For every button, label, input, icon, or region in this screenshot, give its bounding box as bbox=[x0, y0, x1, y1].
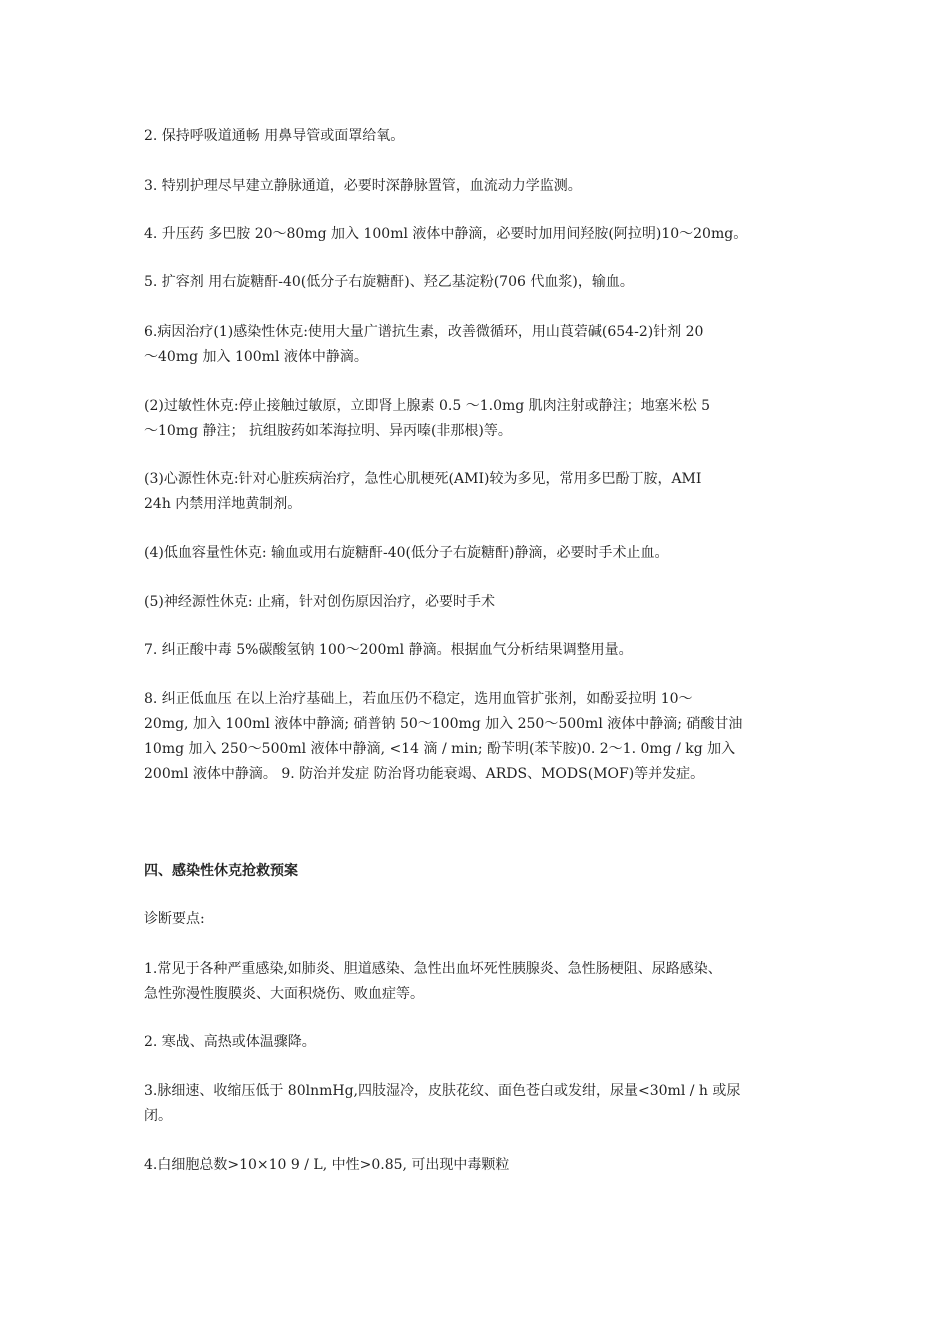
diagnosis-item-3 bbox=[144, 1079, 812, 1129]
item-4-vasopressor bbox=[144, 222, 812, 247]
text-line: 3.脉细速、收缩压低于 80lnmHg,四肢湿冷，皮肤花纹、面色苍白或发绀，尿量<30ml / h 或尿 bbox=[144, 1083, 741, 1099]
text-line: (3)心源性休克:针对心脏疾病治疗，急性心肌梗死(AMI)较为多见，常用多巴酚丁胺，AMI bbox=[144, 471, 702, 487]
text-line: 24h 内禁用洋地黄制剂。 bbox=[144, 496, 302, 512]
text-line: ～40mg 加入 100ml 液体中静滴。 bbox=[144, 349, 368, 365]
text-line: 200ml 液体中静滴。 9. 防治并发症 防治肾功能衰竭、ARDS、MODS(MOF)等并发症。 bbox=[144, 766, 705, 782]
text-line: (5)神经源性休克: 止痛，针对创伤原因治疗，必要时手术 bbox=[144, 594, 495, 610]
text-line: 闭。 bbox=[144, 1108, 172, 1124]
diagnosis-item-2 bbox=[144, 1030, 812, 1055]
text-line: 2. 寒战、高热或体温骤降。 bbox=[144, 1034, 316, 1050]
text-line: 4. 升压药 多巴胺 20～80mg 加入 100ml 液体中静滴，必要时加用间羟胺(阿拉明)10～20mg。 bbox=[144, 226, 748, 242]
item-8-hypotension bbox=[144, 687, 812, 787]
item-6-4-hypovolemic bbox=[144, 541, 812, 566]
item-6-3-cardiogenic bbox=[144, 467, 812, 517]
text-line: (4)低血容量性休克: 输血或用右旋糖酐-40(低分子右旋糖酐)静滴，必要时手术止血。 bbox=[144, 545, 669, 561]
item-7-acidosis bbox=[144, 638, 812, 663]
item-2-airway bbox=[144, 124, 812, 149]
text-line: 2. 保持呼吸道通畅 用鼻导管或面罩给氧。 bbox=[144, 128, 405, 144]
text-line: 7. 纠正酸中毒 5%碳酸氢钠 100～200ml 静滴。根据血气分析结果调整用量。 bbox=[144, 642, 633, 658]
text-line: 8. 纠正低血压 在以上治疗基础上，若血压仍不稳定，选用血管扩张剂，如酚妥拉明 10～ bbox=[144, 691, 693, 707]
diagnosis-item-1 bbox=[144, 957, 812, 1007]
text-line: 4.白细胞总数>10×10 9 / L, 中性>0.85, 可出现中毒颗粒 bbox=[144, 1157, 510, 1173]
text-line: 10mg 加入 250～500ml 液体中静滴, <14 滴 / min; 酚苄明(苯苄胺)0. 2～1. 0mg / kg 加入 bbox=[144, 741, 736, 757]
text-line: 20mg, 加入 100ml 液体中静滴; 硝普钠 50～100mg 加入 250～500ml 液体中静滴; 硝酸甘油 bbox=[144, 716, 743, 732]
text-line: 3. 特别护理尽早建立静脉通道，必要时深静脉置管，血流动力学监测。 bbox=[144, 178, 582, 194]
diagnosis-subheading bbox=[144, 907, 812, 932]
text-line: 1.常见于各种严重感染,如肺炎、胆道感染、急性出血坏死性胰腺炎、急性肠梗阻、尿路感染、 bbox=[144, 961, 722, 977]
text-line: 6.病因治疗(1)感染性休克:使用大量广谱抗生素，改善微循环，用山莨菪碱(654-2)针剂 20 bbox=[144, 324, 704, 340]
item-3-iv-access bbox=[144, 174, 812, 199]
text-line: 急性弥漫性腹膜炎、大面积烧伤、败血症等。 bbox=[144, 986, 424, 1002]
item-6-2-anaphylactic bbox=[144, 394, 812, 444]
item-6-5-neurogenic bbox=[144, 590, 812, 615]
text-line: ～10mg 静注； 抗组胺药如苯海拉明、异丙嗪(非那根)等。 bbox=[144, 423, 512, 439]
text-line: 诊断要点: bbox=[144, 911, 205, 927]
item-5-volume-expansion bbox=[144, 270, 812, 295]
item-6-etiology bbox=[144, 320, 812, 370]
diagnosis-item-4 bbox=[144, 1153, 812, 1178]
text-line: 5. 扩容剂 用右旋糖酐-40(低分子右旋糖酐)、羟乙基淀粉(706 代血浆)，输血。 bbox=[144, 274, 634, 290]
text-line: (2)过敏性休克:停止接触过敏原，立即肾上腺素 0.5 ～1.0mg 肌肉注射或静注；地塞米松 5 bbox=[144, 398, 711, 414]
section-4-heading: 四、感染性休克抢救预案 bbox=[144, 863, 298, 879]
